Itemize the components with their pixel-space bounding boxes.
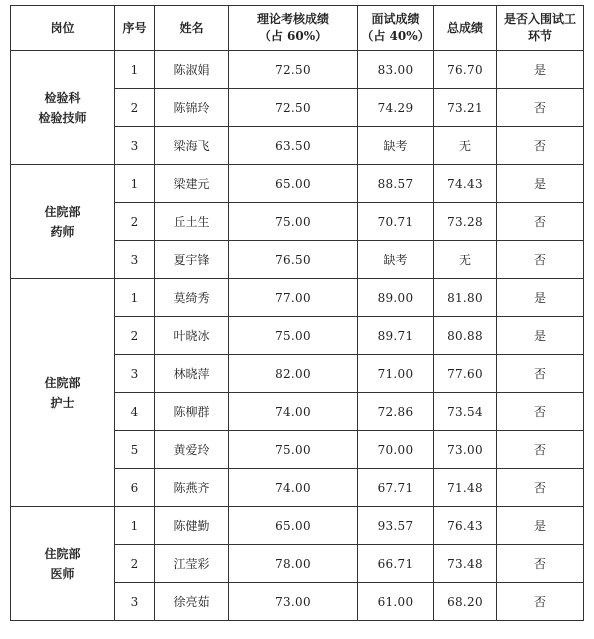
table-row bbox=[11, 507, 584, 545]
interview-cell: 74.29 bbox=[358, 89, 434, 127]
theory-cell: 65.00 bbox=[229, 165, 358, 203]
theory-cell: 82.00 bbox=[229, 355, 358, 393]
seq-cell: 3 bbox=[115, 355, 155, 393]
theory-cell: 75.00 bbox=[229, 431, 358, 469]
interview-cell: 70.71 bbox=[358, 203, 434, 241]
seq-cell: 2 bbox=[115, 317, 155, 355]
total-cell: 76.43 bbox=[434, 507, 497, 545]
seq-cell: 2 bbox=[115, 89, 155, 127]
name-cell: 江莹彩 bbox=[155, 545, 229, 583]
total-cell: 73.54 bbox=[434, 393, 497, 431]
dept-cell: 住院部 医师 bbox=[11, 507, 115, 621]
total-cell: 74.43 bbox=[434, 165, 497, 203]
total-cell: 76.70 bbox=[434, 51, 497, 89]
trial-cell: 是 bbox=[497, 165, 584, 203]
interview-cell: 71.00 bbox=[358, 355, 434, 393]
seq-cell: 5 bbox=[115, 431, 155, 469]
theory-cell: 65.00 bbox=[229, 507, 358, 545]
interview-cell: 70.00 bbox=[358, 431, 434, 469]
seq-cell: 1 bbox=[115, 165, 155, 203]
interview-cell: 83.00 bbox=[358, 51, 434, 89]
name-cell: 陈健勤 bbox=[155, 507, 229, 545]
theory-cell: 72.50 bbox=[229, 89, 358, 127]
dept-cell: 住院部 护士 bbox=[11, 279, 115, 507]
interview-cell: 89.00 bbox=[358, 279, 434, 317]
header-seq: 序号 bbox=[115, 6, 155, 51]
name-cell: 梁建元 bbox=[155, 165, 229, 203]
name-cell: 陈燕齐 bbox=[155, 469, 229, 507]
theory-cell: 63.50 bbox=[229, 127, 358, 165]
total-cell: 无 bbox=[434, 241, 497, 279]
seq-cell: 4 bbox=[115, 393, 155, 431]
total-cell: 80.88 bbox=[434, 317, 497, 355]
name-cell: 丘土生 bbox=[155, 203, 229, 241]
header-trial: 是否入围试工 环节 bbox=[497, 6, 584, 51]
theory-cell: 74.00 bbox=[229, 393, 358, 431]
trial-cell: 否 bbox=[497, 431, 584, 469]
seq-cell: 1 bbox=[115, 279, 155, 317]
trial-cell: 否 bbox=[497, 469, 584, 507]
interview-cell: 缺考 bbox=[358, 241, 434, 279]
seq-cell: 6 bbox=[115, 469, 155, 507]
total-cell: 无 bbox=[434, 127, 497, 165]
theory-cell: 77.00 bbox=[229, 279, 358, 317]
seq-cell: 3 bbox=[115, 127, 155, 165]
interview-cell: 72.86 bbox=[358, 393, 434, 431]
seq-cell: 2 bbox=[115, 545, 155, 583]
seq-cell: 1 bbox=[115, 51, 155, 89]
total-cell: 81.80 bbox=[434, 279, 497, 317]
name-cell: 林晓萍 bbox=[155, 355, 229, 393]
name-cell: 莫绮秀 bbox=[155, 279, 229, 317]
header-name: 姓名 bbox=[155, 6, 229, 51]
seq-cell: 1 bbox=[115, 507, 155, 545]
total-cell: 73.28 bbox=[434, 203, 497, 241]
dept-cell: 检验科 检验技师 bbox=[11, 51, 115, 165]
trial-cell: 否 bbox=[497, 545, 584, 583]
header-row bbox=[11, 6, 584, 51]
trial-cell: 否 bbox=[497, 203, 584, 241]
theory-cell: 78.00 bbox=[229, 545, 358, 583]
trial-cell: 否 bbox=[497, 355, 584, 393]
score-table bbox=[10, 5, 584, 621]
total-cell: 73.00 bbox=[434, 431, 497, 469]
theory-cell: 74.00 bbox=[229, 469, 358, 507]
trial-cell: 是 bbox=[497, 317, 584, 355]
table-row bbox=[11, 279, 584, 317]
interview-cell: 61.00 bbox=[358, 583, 434, 621]
trial-cell: 否 bbox=[497, 127, 584, 165]
theory-cell: 76.50 bbox=[229, 241, 358, 279]
seq-cell: 3 bbox=[115, 241, 155, 279]
name-cell: 陈锦玲 bbox=[155, 89, 229, 127]
seq-cell: 2 bbox=[115, 203, 155, 241]
interview-cell: 89.71 bbox=[358, 317, 434, 355]
trial-cell: 是 bbox=[497, 507, 584, 545]
seq-cell: 3 bbox=[115, 583, 155, 621]
table-row bbox=[11, 51, 584, 89]
theory-cell: 73.00 bbox=[229, 583, 358, 621]
total-cell: 73.48 bbox=[434, 545, 497, 583]
trial-cell: 否 bbox=[497, 583, 584, 621]
total-cell: 68.20 bbox=[434, 583, 497, 621]
trial-cell: 是 bbox=[497, 51, 584, 89]
header-dept: 岗位 bbox=[11, 6, 115, 51]
theory-cell: 75.00 bbox=[229, 317, 358, 355]
name-cell: 梁海飞 bbox=[155, 127, 229, 165]
interview-cell: 66.71 bbox=[358, 545, 434, 583]
total-cell: 77.60 bbox=[434, 355, 497, 393]
interview-cell: 93.57 bbox=[358, 507, 434, 545]
trial-cell: 是 bbox=[497, 279, 584, 317]
dept-cell: 住院部 药师 bbox=[11, 165, 115, 279]
name-cell: 夏宇锋 bbox=[155, 241, 229, 279]
interview-cell: 缺考 bbox=[358, 127, 434, 165]
name-cell: 黄爱玲 bbox=[155, 431, 229, 469]
header-interview: 面试成绩 （占 40%） bbox=[358, 6, 434, 51]
trial-cell: 否 bbox=[497, 89, 584, 127]
name-cell: 陈淑娟 bbox=[155, 51, 229, 89]
table-row bbox=[11, 165, 584, 203]
interview-cell: 88.57 bbox=[358, 165, 434, 203]
theory-cell: 75.00 bbox=[229, 203, 358, 241]
theory-cell: 72.50 bbox=[229, 51, 358, 89]
trial-cell: 否 bbox=[497, 241, 584, 279]
name-cell: 叶晓冰 bbox=[155, 317, 229, 355]
total-cell: 73.21 bbox=[434, 89, 497, 127]
name-cell: 徐亮茹 bbox=[155, 583, 229, 621]
trial-cell: 否 bbox=[497, 393, 584, 431]
name-cell: 陈柳群 bbox=[155, 393, 229, 431]
total-cell: 71.48 bbox=[434, 469, 497, 507]
header-total: 总成绩 bbox=[434, 6, 497, 51]
header-theory: 理论考核成绩 （占 60%） bbox=[229, 6, 358, 51]
interview-cell: 67.71 bbox=[358, 469, 434, 507]
